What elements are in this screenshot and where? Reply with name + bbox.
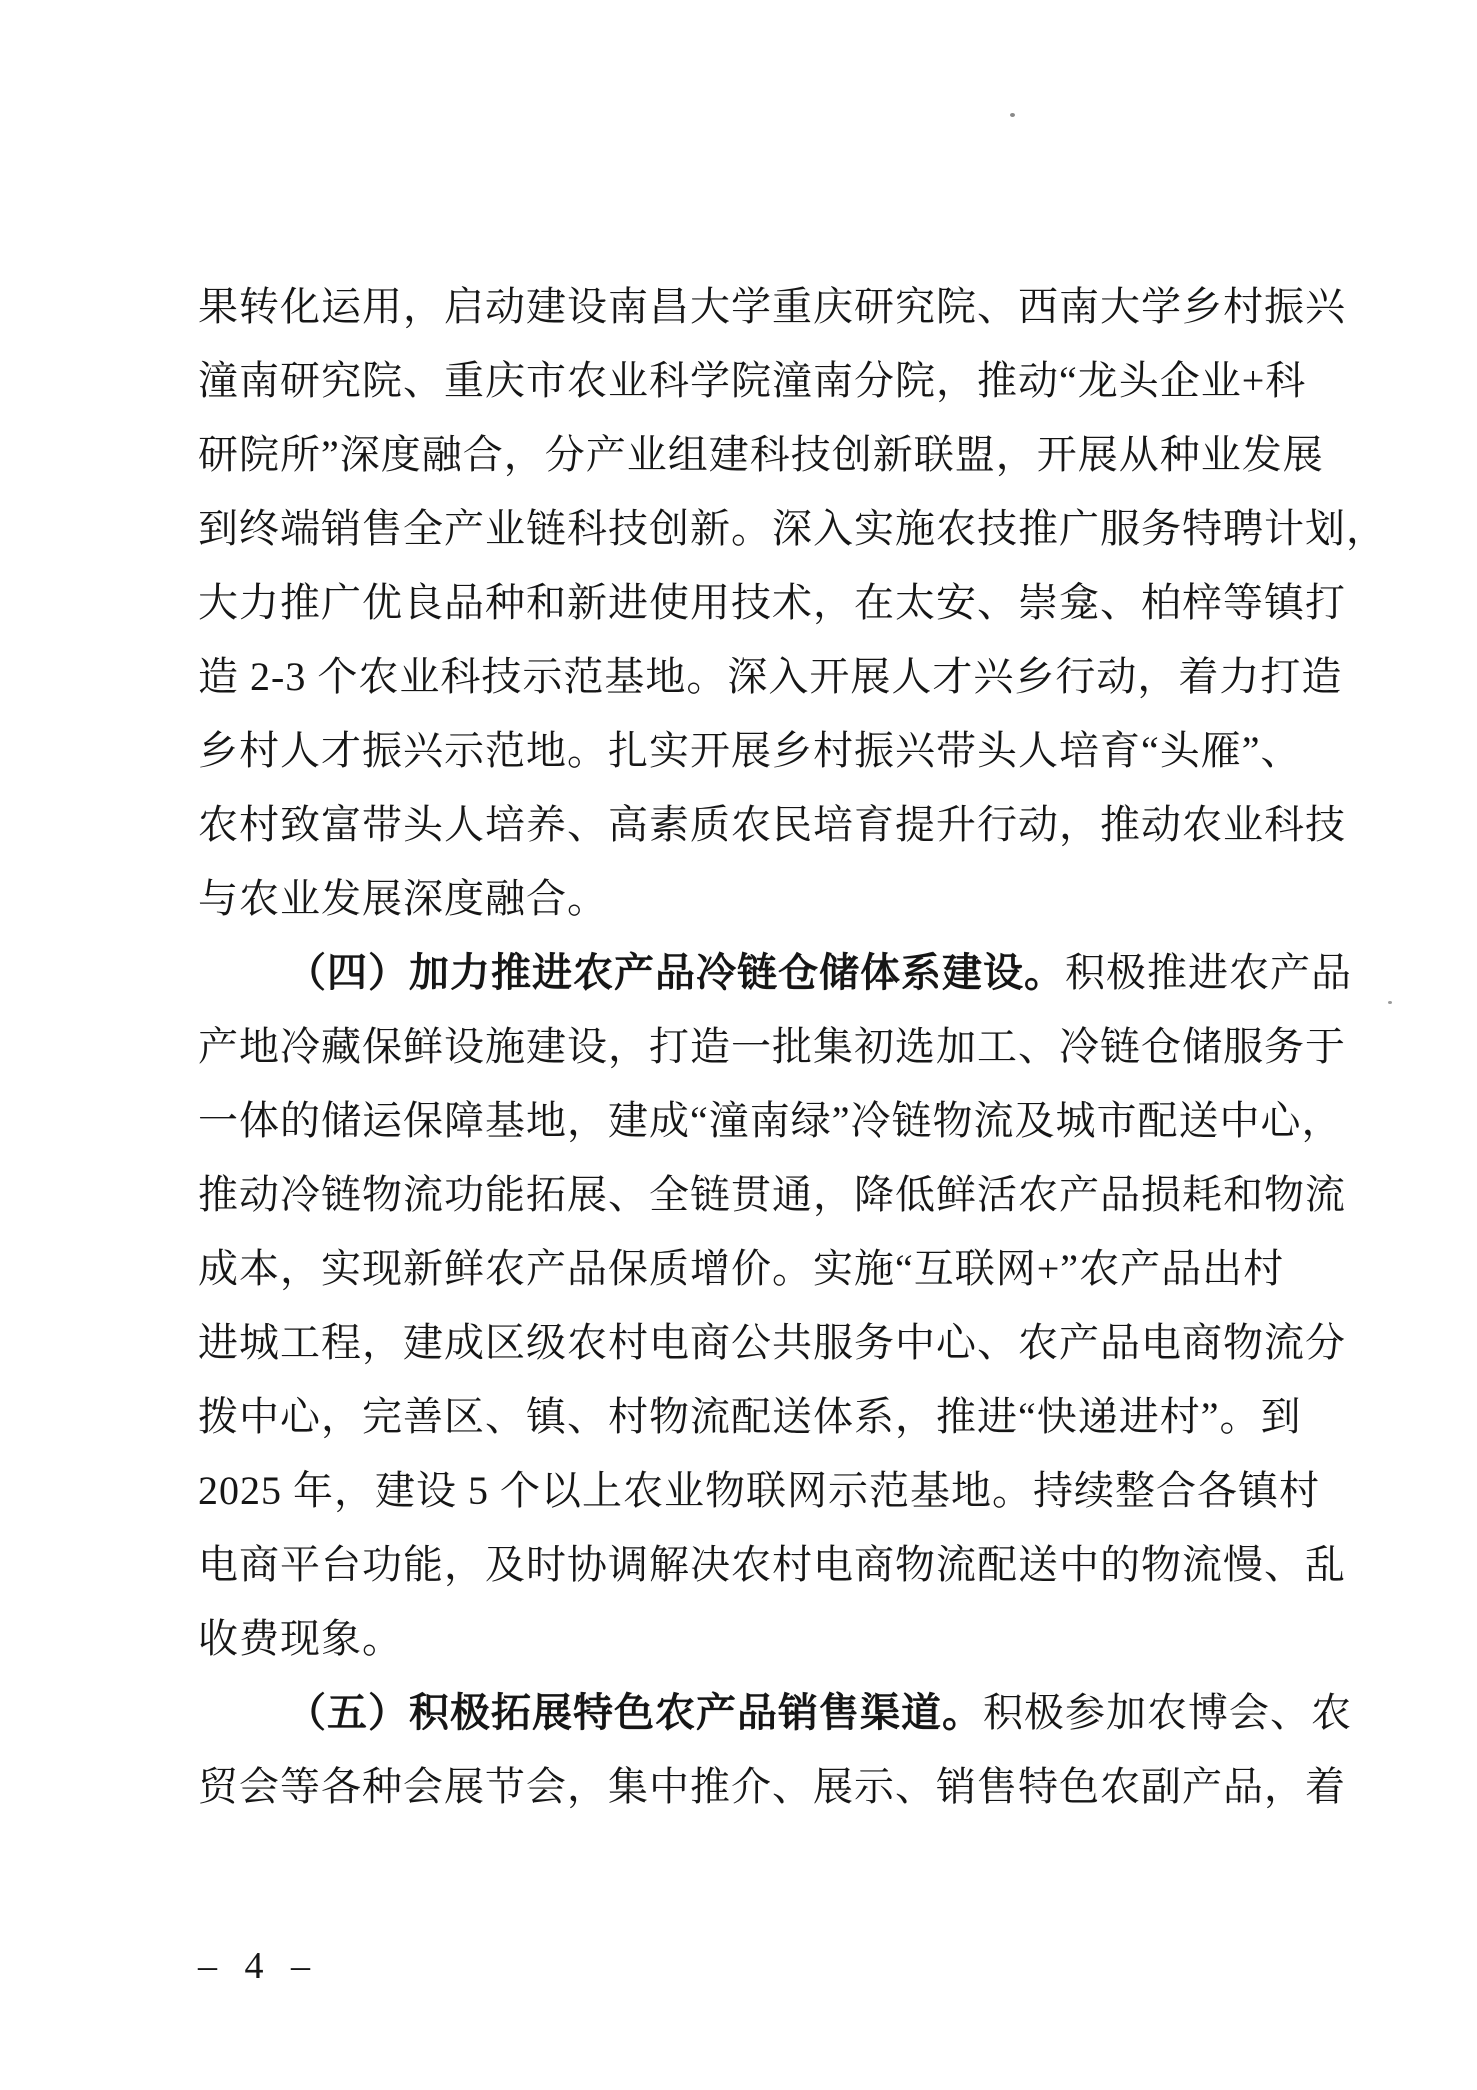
text-line <box>198 788 1346 862</box>
text-line <box>198 344 1340 418</box>
text-run: 电商平台功能，及时协调解决农村电商物流配送中的物流慢、乱 <box>198 1542 1346 1587</box>
text-run: 与农业发展深度融合。 <box>198 876 608 921</box>
text-line <box>198 566 1346 640</box>
text-run: 成本，实现新鲜农产品保质增价。实施“互联网+”农产品出村 <box>198 1246 1285 1291</box>
text-line <box>198 1750 1346 1824</box>
text-line <box>198 1528 1346 1602</box>
text-line <box>198 936 1352 1010</box>
text-run: 到终端销售全产业链科技创新。深入实施农技推广服务特聘计划， <box>198 506 1387 551</box>
text-run: 乡村人才振兴示范地。扎实开展乡村振兴带头人培育“头雁”、 <box>198 728 1302 773</box>
text-run: 积极参加农博会、农 <box>983 1690 1352 1735</box>
text-line <box>198 1010 1346 1084</box>
text-block <box>198 270 1387 1824</box>
scan-speck <box>1010 113 1015 117</box>
paragraph-heading: （五）积极拓展特色农产品销售渠道。 <box>286 1690 983 1735</box>
text-run: 产地冷藏保鲜设施建设，打造一批集初选加工、冷链仓储服务于 <box>198 1024 1346 1069</box>
text-run: 进城工程，建成区级农村电商公共服务中心、农产品电商物流分 <box>198 1320 1346 1365</box>
text-line <box>198 640 1343 714</box>
text-run: 积极推进农产品 <box>1065 950 1352 995</box>
text-line <box>198 1380 1340 1454</box>
text-run: 推动冷链物流功能拓展、全链贯通，降低鲜活农产品损耗和物流 <box>198 1172 1346 1217</box>
text-run: 拨中心，完善区、镇、村物流配送体系，推进“快递进村”。到 <box>198 1394 1302 1439</box>
text-run: 2025 年，建设 5 个以上农业物联网示范基地。持续整合各镇村 <box>198 1468 1320 1513</box>
text-run: 一体的储运保障基地，建成“潼南绿”冷链物流及城市配送中心， <box>198 1098 1343 1143</box>
text-line <box>198 1602 1340 1676</box>
text-line <box>198 418 1340 492</box>
text-line <box>198 492 1387 566</box>
paragraph-heading: （四）加力推进农产品冷链仓储体系建设。 <box>286 950 1065 995</box>
text-run: 大力推广优良品种和新进使用技术，在太安、崇龛、柏梓等镇打 <box>198 580 1346 625</box>
text-line <box>198 862 1340 936</box>
text-line <box>198 1676 1352 1750</box>
scan-speck <box>1388 1001 1392 1004</box>
text-run: 农村致富带头人培养、高素质农民培育提升行动，推动农业科技 <box>198 802 1346 847</box>
text-line <box>198 270 1346 344</box>
text-line <box>198 1158 1346 1232</box>
text-line <box>198 1084 1343 1158</box>
text-run: 贸会等各种会展节会，集中推介、展示、销售特色农副产品，着 <box>198 1764 1346 1809</box>
text-run: 研院所”深度融合，分产业组建科技创新联盟，开展从种业发展 <box>198 432 1324 477</box>
text-line <box>198 1306 1346 1380</box>
text-line <box>198 714 1340 788</box>
text-run: 造 2-3 个农业科技示范基地。深入开展人才兴乡行动，着力打造 <box>198 654 1343 699</box>
text-line <box>198 1232 1340 1306</box>
text-run: 果转化运用，启动建设南昌大学重庆研究院、西南大学乡村振兴 <box>198 284 1346 329</box>
page-number: – 4 – <box>198 1945 314 1987</box>
text-line <box>198 1454 1340 1528</box>
text-run: 潼南研究院、重庆市农业科学院潼南分院，推动“龙头企业+科 <box>198 358 1307 403</box>
text-run: 收费现象。 <box>198 1616 403 1661</box>
